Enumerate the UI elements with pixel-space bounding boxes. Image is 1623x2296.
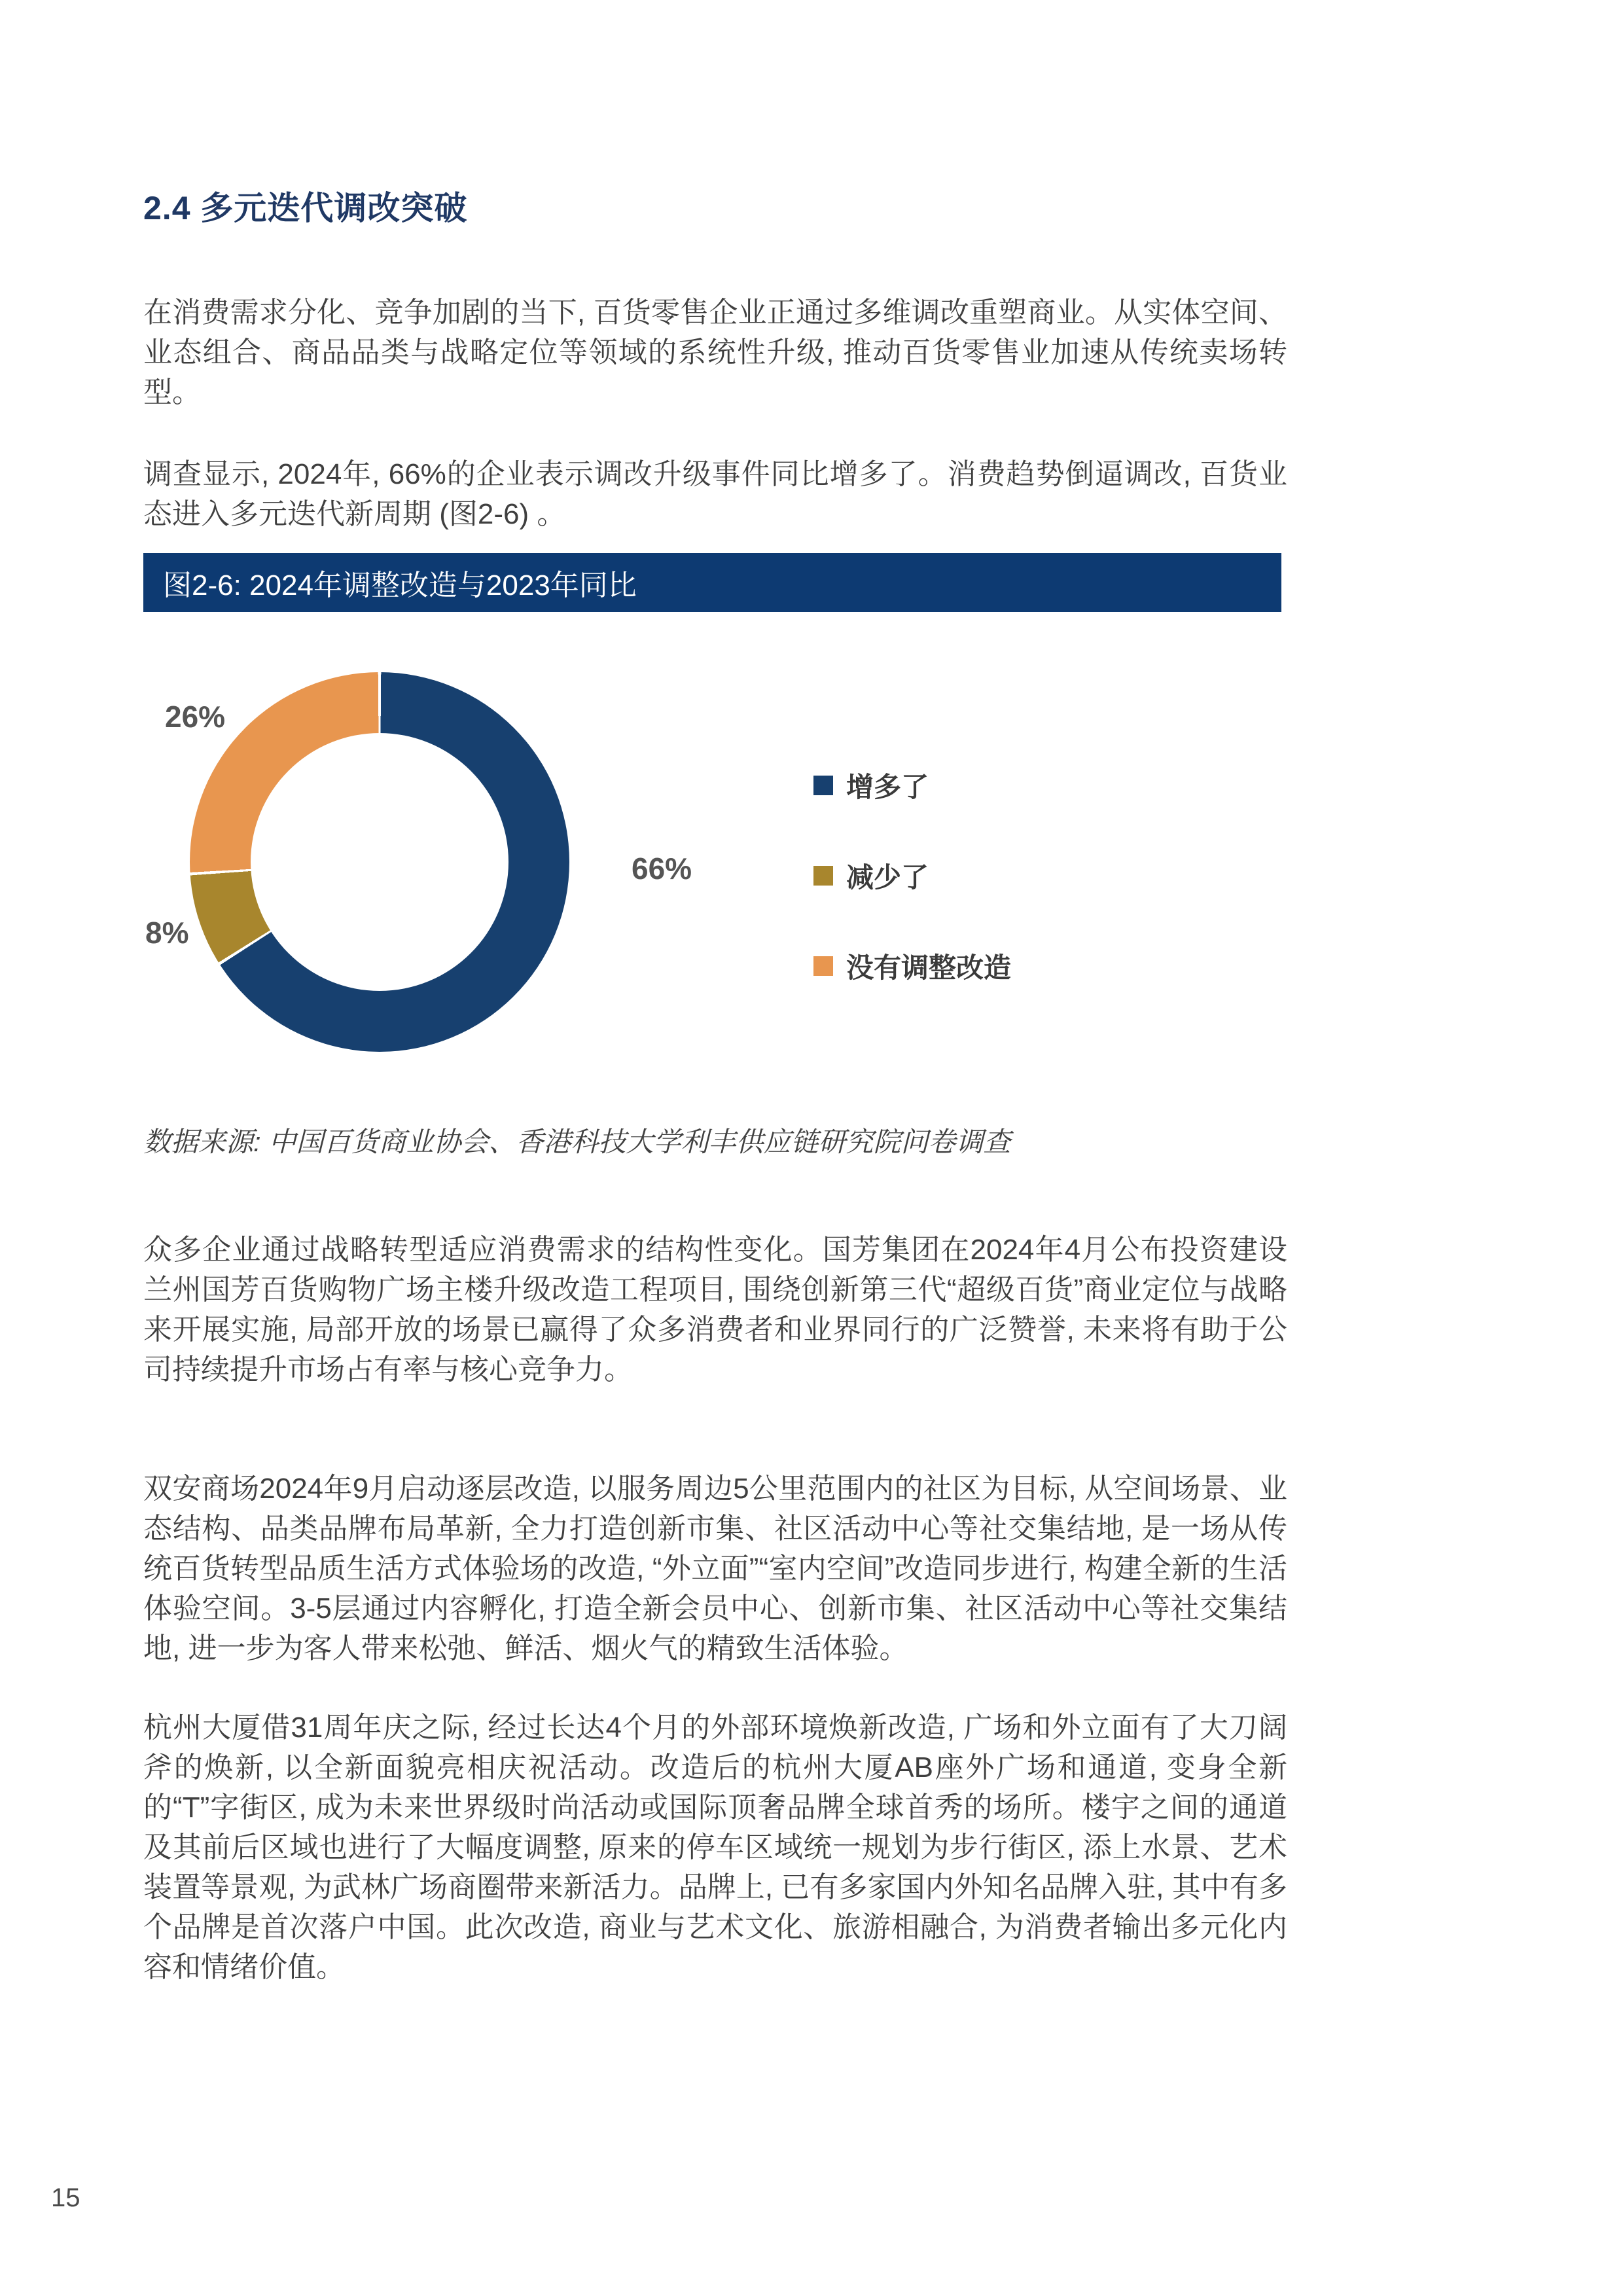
legend-swatch-gold [813,866,833,886]
donut-ring [190,672,569,1052]
paragraph-shuangan: 双安商场2024年9月启动逐层改造, 以服务周边5公里范围内的社区为目标, 从空间场景、业态结构、品类品牌布局革新, 全力打造创新市集、社区活动中心等社交集结地, 是一场从传统百货转型品质生活方式体验场的改造, “外立面”“室内空间”改造同步进行, 构建全新的生活体验空间。3-5层通过内容孵化, 打造全新会员中心、创新市集、社区活动中心等社交集结地, 进一步为客人带来松弛、鲜活、烟火气的精致生活体验。 [143,1473,1287,1664]
data-source-note: 数据来源: 中国百货商业协会、香港科技大学利丰供应链研究院问卷调查 [143,1126,1011,1157]
legend-label: 增多了 [846,772,929,802]
legend-item-no-renovation [813,952,1012,983]
legend-item-decreased [813,862,929,893]
data-label-26pct: 26% [165,700,226,734]
paragraph-hangzhou-tower: 杭州大厦借31周年庆之际, 经过长达4个月的外部环境焕新改造, 广场和外立面有了大刀阔斧的焕新, 以全新面貌亮相庆祝活动。改造后的杭州大厦AB座外广场和通道, 变身全新的“T”字街区, 成为未来世界级时尚活动或国际顶奢品牌全球首秀的场所。楼宇之间的通道及其前后区域也进行了大幅度调整, 原来的停车区域统一规划为步行街区, 添上水景、艺术装置等景观, 为武林广场商圈带来新活力。品牌上, 已有多家国内外知名品牌入驻, 其中有多个品牌是首次落户中国。此次改造, 商业与艺术文化、旅游相融合, 为消费者输出多元化内容和情绪价值。 [143,1712,1287,1983]
paragraph-survey: 调查显示, 2024年, 66%的企业表示调改升级事件同比增多了。消费趋势倒逼调改, 百货业态进入多元迭代新周期 (图2-6) 。 [143,458,1287,530]
data-label-66pct: 66% [632,852,692,886]
legend-label: 没有调整改造 [846,952,1012,983]
data-label-8pct: 8% [145,916,189,950]
legend-item-increased [813,772,929,802]
donut-chart [0,612,1623,1109]
legend-swatch-orange [813,956,833,976]
page-number: 15 [51,2183,80,2212]
legend-label: 减少了 [846,862,929,893]
paragraph-intro: 在消费需求分化、竞争加剧的当下, 百货零售企业正通过多维调改重塑商业。从实体空间、业态组合、商品品类与战略定位等领域的系统性升级, 推动百货零售业加速从传统卖场转型。 [143,296,1287,408]
donut-hole [251,733,508,991]
legend-swatch-navy [813,776,833,795]
figure-title-bar [143,553,1281,612]
paragraph-guofang: 众多企业通过战略转型适应消费需求的结构性变化。国芳集团在2024年4月公布投资建设兰州国芳百货购物广场主楼升级改造工程项目, 围绕创新第三代“超级百货”商业定位与战略来开展实施, 局部开放的场景已赢得了众多消费者和业界同行的广泛赞誉, 未来将有助于公司持续提升市场占有率与核心竞争力。 [143,1234,1287,1386]
figure-title: 图2-6: 2024年调整改造与2023年同比 [163,569,637,601]
section-heading: 2.4 多元迭代调改突破 [143,190,468,226]
